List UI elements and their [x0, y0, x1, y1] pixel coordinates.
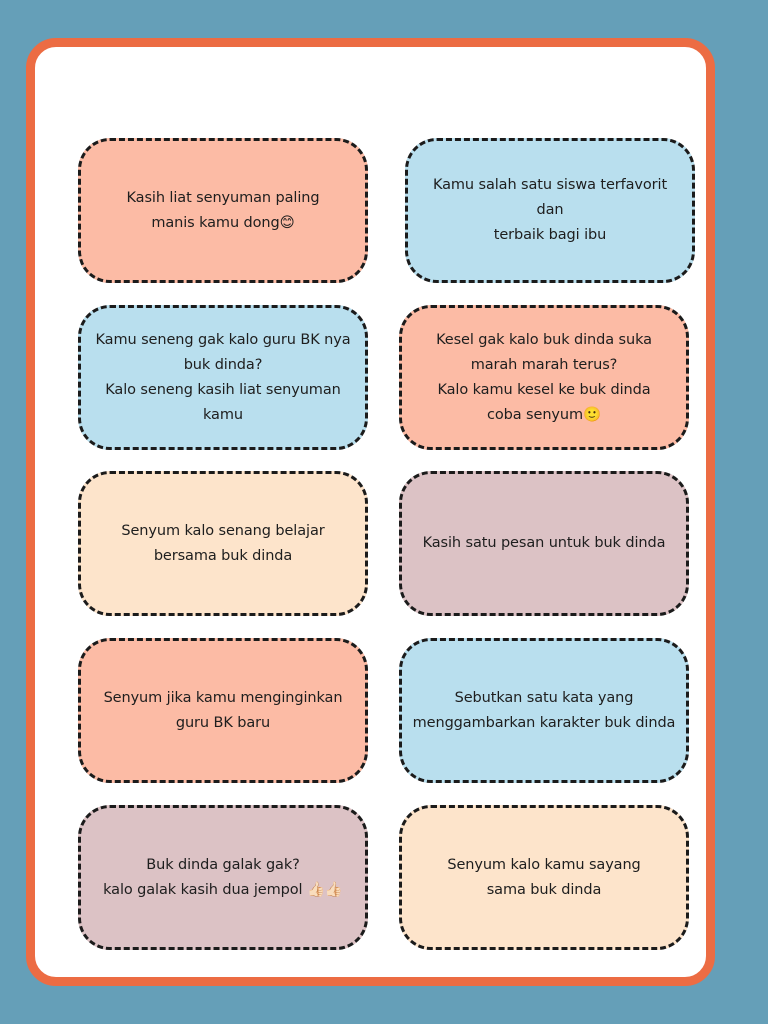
question-card-7 [78, 638, 368, 783]
card-text: Kasih satu pesan untuk buk dinda [422, 535, 666, 551]
question-card-5 [78, 471, 368, 616]
card-text: Kamu seneng gak kalo guru BK nya buk dinda? Kalo seneng kasih liat senyuman kamu [95, 331, 351, 423]
card-text: Senyum kalo kamu sayang sama buk dinda [447, 856, 641, 898]
card-text: Senyum kalo senang belajar bersama buk dinda [121, 522, 325, 564]
question-card-9 [78, 805, 368, 950]
card-text: Buk dinda galak gak? kalo galak kasih dua jempol 👍🏻👍🏻 [103, 856, 343, 898]
question-card-2 [405, 138, 695, 283]
question-card-4 [399, 305, 689, 450]
question-card-1 [78, 138, 368, 283]
question-card-8 [399, 638, 689, 783]
card-text: Kasih liat senyuman paling manis kamu dong😊 [126, 189, 320, 231]
question-card-6 [399, 471, 689, 616]
card-text: Kesel gak kalo buk dinda suka marah marah terus? Kalo kamu kesel ke buk dinda coba senyum🙂 [436, 331, 652, 423]
card-text: Senyum jika kamu menginginkan guru BK baru [103, 689, 343, 731]
question-card-3 [78, 305, 368, 450]
card-text: Kamu salah satu siswa terfavorit dan terbaik bagi ibu [432, 177, 668, 243]
question-card-10 [399, 805, 689, 950]
card-text: Sebutkan satu kata yang menggambarkan karakter buk dinda [412, 689, 676, 731]
